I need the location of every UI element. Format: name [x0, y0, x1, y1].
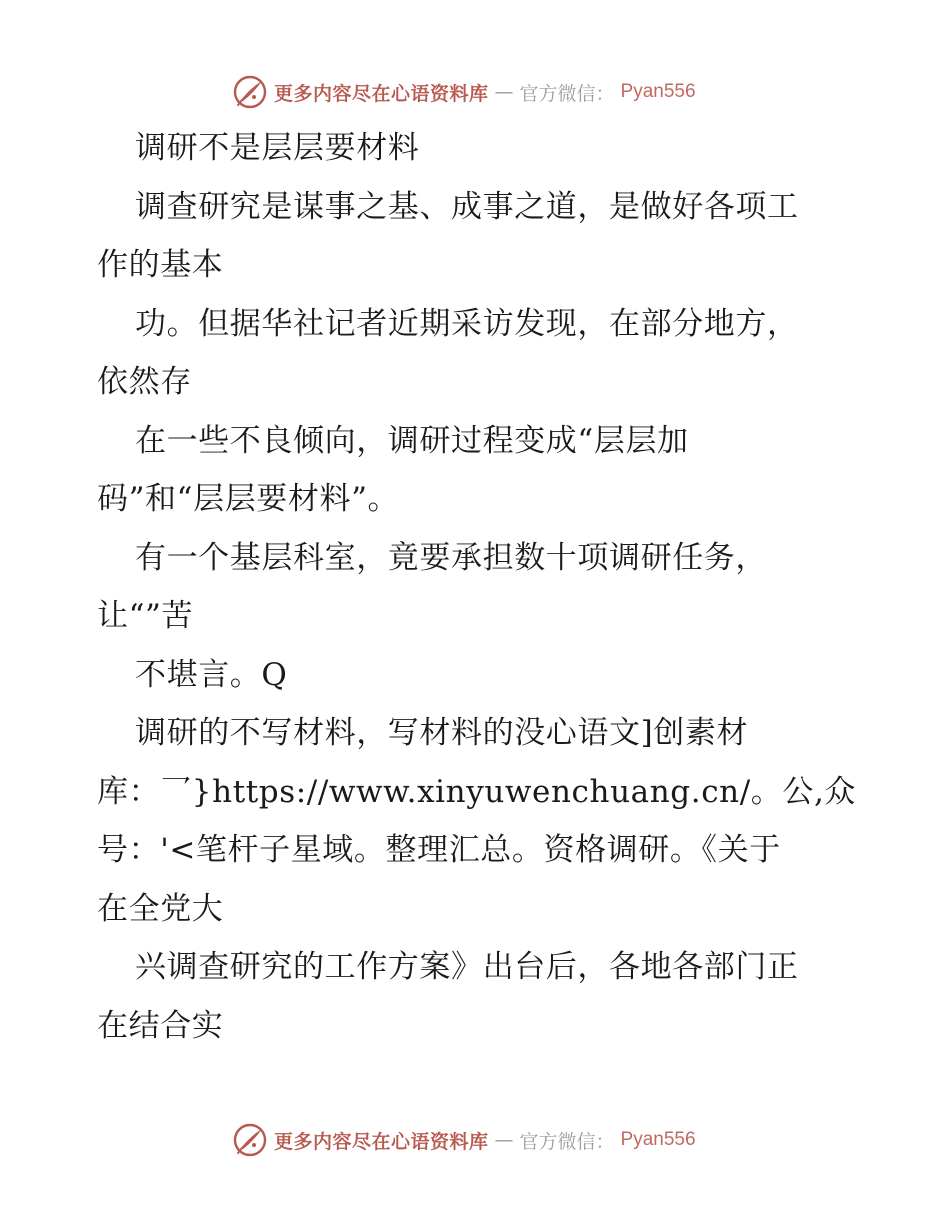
watermark-wechat-id: Pyan556: [620, 81, 696, 102]
footer-watermark: [232, 1120, 696, 1160]
text-line: 在一些不良倾向，调研过程变成“层层加: [135, 422, 689, 459]
text-line: 作的基本: [97, 247, 224, 283]
text-line: 在全党大: [97, 890, 224, 927]
watermark-separator: —: [494, 1129, 514, 1151]
header-watermark: [232, 72, 696, 112]
feather-pen-circle-icon: [232, 74, 268, 110]
text-line: 码”和“层层要材料”。: [97, 481, 400, 517]
watermark-brand-text: 更多内容尽在心语资料库: [274, 82, 489, 105]
text-line: 让“”苦: [97, 598, 194, 634]
text-line: 依然存: [97, 364, 192, 400]
watermark-wechat-label: 官方微信：: [519, 82, 615, 105]
watermark-wechat-id: Pyan556: [620, 1129, 696, 1150]
feather-pen-circle-icon: [232, 1122, 268, 1158]
text-line: 调研的不写材料，写材料的没心语文]创素材: [135, 715, 749, 751]
text-line: 调查研究是谋事之基、成事之道，是做好各项工: [135, 188, 799, 225]
text-line: 在结合实: [97, 1007, 224, 1044]
watermark-separator: —: [494, 81, 514, 103]
text-line: 号：'<笔杆子星域。整理汇总。资格调研。《关于: [97, 832, 781, 868]
watermark-brand-text: 更多内容尽在心语资料库: [274, 1130, 489, 1153]
text-line: 库：乛}https://www.xinyuwenchuang.cn/。公,众: [97, 773, 857, 810]
watermark-wechat-label: 官方微信：: [519, 1130, 615, 1153]
text-line: 不堪言。Q: [135, 656, 288, 693]
article-title: 调研不是层层要材料: [135, 130, 420, 166]
text-line: 功。但据华社记者近期采访发现，在部分地方，: [135, 305, 799, 342]
text-line: 兴调查研究的工作方案》出台后，各地各部门正: [135, 949, 799, 985]
text-line: 有一个基层科室，竟要承担数十项调研任务，: [135, 539, 767, 576]
document-body: [97, 119, 867, 1055]
